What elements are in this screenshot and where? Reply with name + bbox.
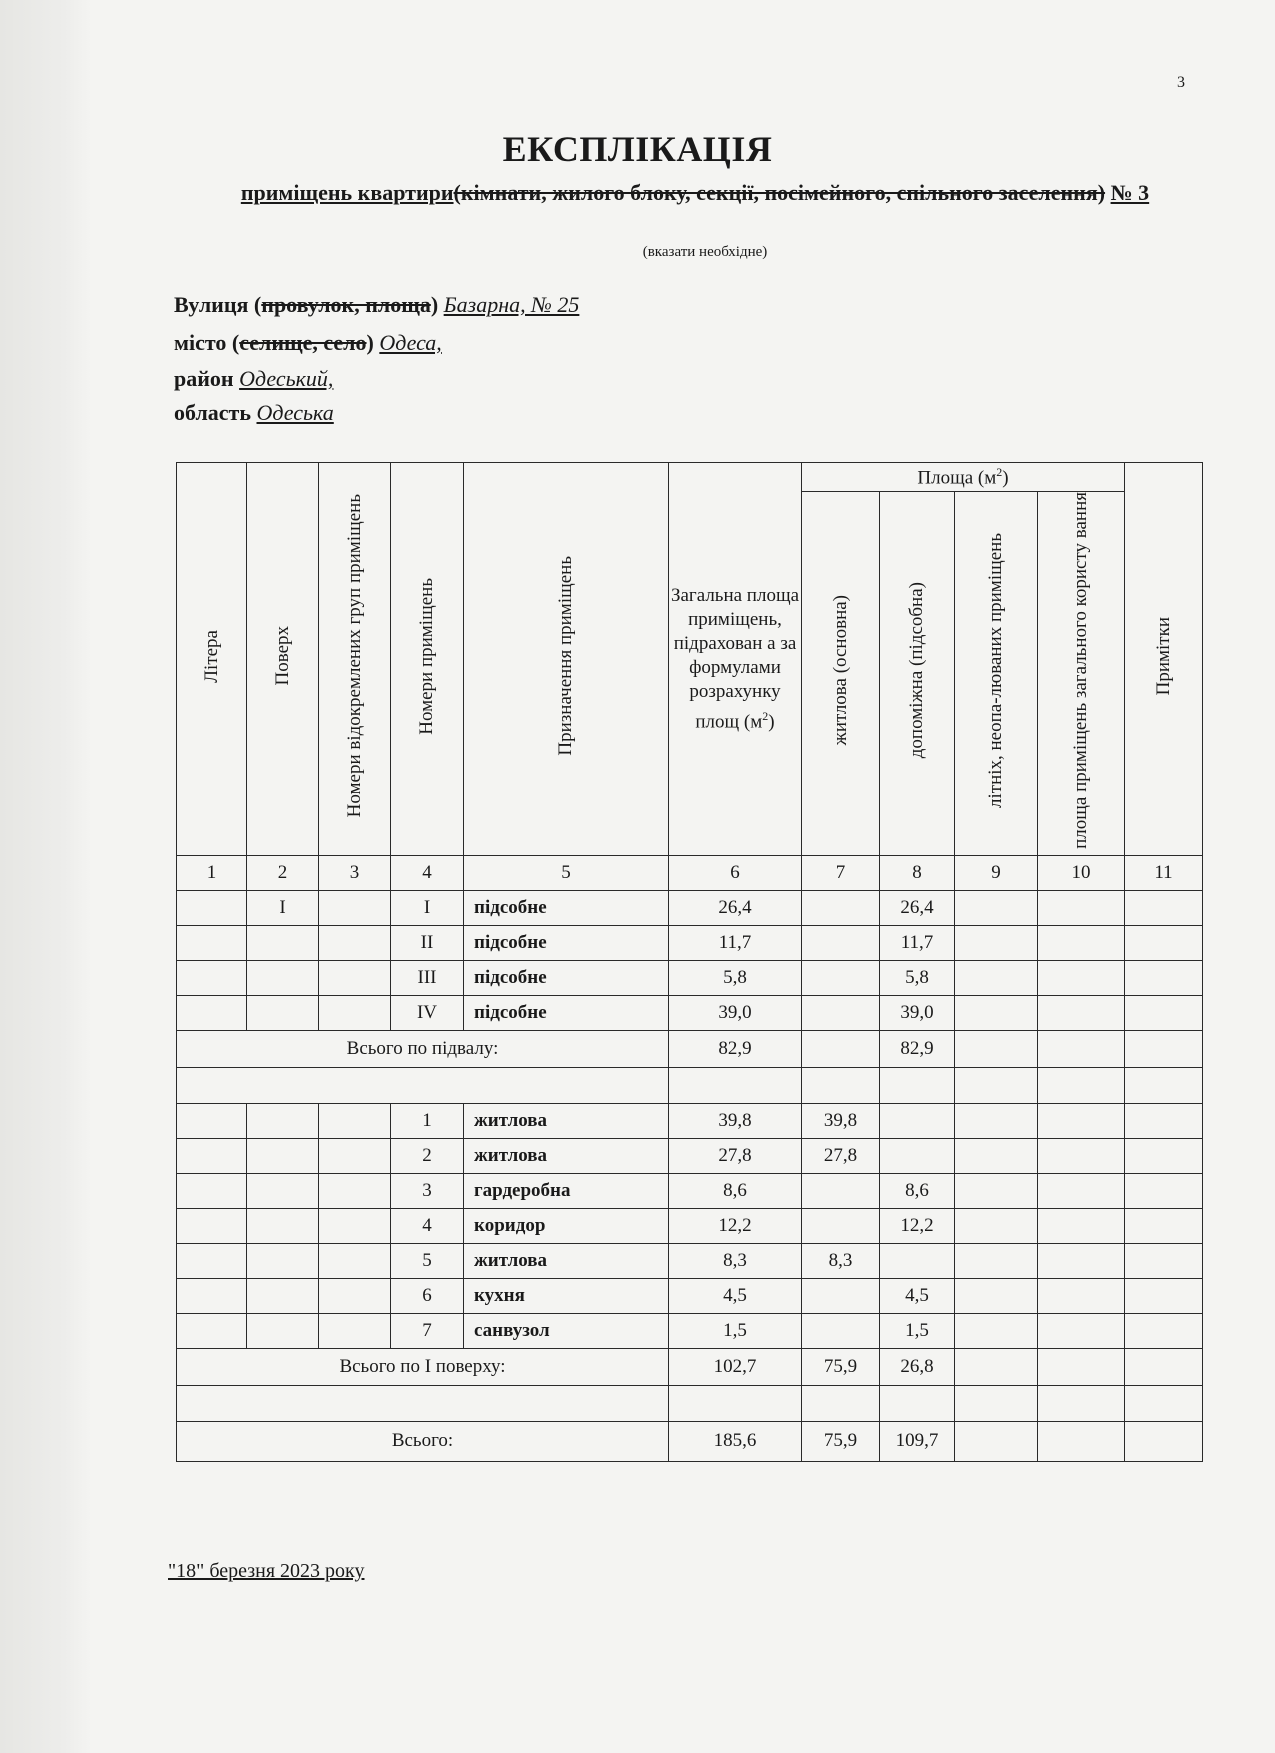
column-number-row: 1 2 3 4 5 6 7 8 9 10 11 [177,855,1203,890]
table-row: II підсобне 11,7 11,7 [177,925,1203,960]
header-summer: літніх, неопа-люваних приміщень [955,492,1038,856]
header-purpose: Призначення приміщень [464,463,669,856]
document-subtitle [185,176,1205,210]
header-poverh: Поверх [247,463,319,856]
grand-total-row: Всього: 185,6 75,9 109,7 [177,1421,1203,1461]
table-row: 6 кухня 4,5 4,5 [177,1278,1203,1313]
blank-row [177,1067,1203,1103]
table-row: III підсобне 5,8 5,8 [177,960,1203,995]
district-value: Одеський, [239,366,334,391]
street-value: Базарна, № 25 [443,292,580,317]
document-title: ЕКСПЛІКАЦІЯ [502,129,773,169]
address-street [174,292,579,318]
table-row: 3 гардеробна 8,6 8,6 [177,1173,1203,1208]
street-close: ) [430,292,439,317]
table-row: 2 житлова 27,8 27,8 [177,1138,1203,1173]
page-number: 3 [1177,74,1185,91]
floor-total-row: Всього по I поверху: 102,7 75,9 26,8 [177,1348,1203,1385]
subtitle-struck: (кімнати, жилого блоку, секції, посімейного, спільного заселення) [453,180,1106,205]
header-common: площа приміщень загального користу вання [1038,492,1125,856]
header-auxiliary: допоміжна (підсобна) [880,492,955,856]
apartment-number: № 3 [1110,180,1150,205]
table-row: I I підсобне 26,4 26,4 [177,890,1203,925]
header-living: житлова (основна) [802,492,880,856]
region-label: область [174,400,251,425]
header-litera: Літера [177,463,247,856]
hint-text: (вказати необхідне) [642,244,768,260]
region-value: Одеська [256,400,334,425]
explication-table [176,462,1203,1462]
city-close: ) [366,330,374,355]
header-notes: Примітки [1125,463,1203,856]
city-struck: селище, село [239,330,367,355]
subtitle-prefix: приміщень квартири [240,180,454,205]
city-value: Одеса, [379,330,442,355]
table-row: IV підсобне 39,0 39,0 [177,995,1203,1030]
street-label: Вулиця ( [174,292,262,317]
header-groups: Номери відокремлених груп приміщень [319,463,391,856]
table-row: 7 санвузол 1,5 1,5 [177,1313,1203,1348]
table-row: 4 коридор 12,2 12,2 [177,1208,1203,1243]
header-total-area: Загальна площа приміщень, підрахован а за формулами розрахунку площ $(м^2)$ [669,463,802,856]
page-left-shadow [0,0,92,1753]
document-date: "18" березня 2023 року [168,1560,365,1582]
address-region [174,400,334,426]
header-rooms: Номери приміщень [391,463,464,856]
blank-row [177,1385,1203,1421]
header-area-group: Площа $(м^2)$ [802,463,1125,492]
address-district [174,366,333,392]
table-row: 5 житлова 8,3 8,3 [177,1243,1203,1278]
street-struck: провулок, площа [261,292,431,317]
district-label: район [174,366,234,391]
city-label: місто ( [174,330,240,355]
address-city [174,330,442,356]
basement-total-row: Всього по підвалу: 82,9 82,9 [177,1030,1203,1067]
table-row: 1 житлова 39,8 39,8 [177,1103,1203,1138]
